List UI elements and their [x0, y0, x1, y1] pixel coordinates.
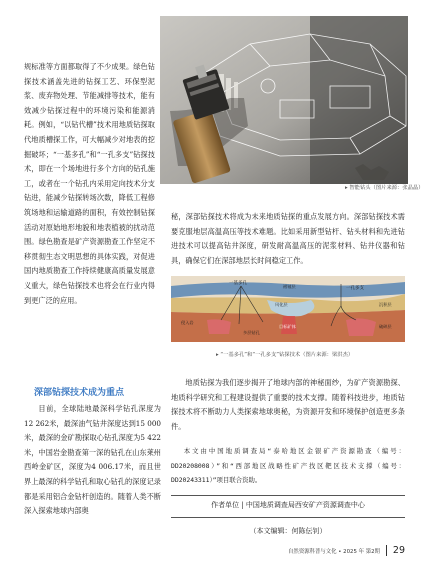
triangle-marker-icon: ▸: [345, 185, 348, 191]
left-paragraph-1: 规标准等方面都取得了不少成果。绿色钻探技术涵盖先进的钻探工艺、环保型泥浆、废弃物处理、节能减排等技术，能有效减少钻探过程中的环境污染和能源消耗。例如，“以钻代槽”技术用地质钻探取代地质槽探工作，可大幅减少对地表的挖掘破坏；“一基多孔”和“一孔多支”钻探技术，即在一个场地进行多个方向的钻孔施工，或者在一个钻孔内采用定向技术分支钻进，能减少钻探转场次数，降低工程修筑场地和运输道路的面积，有效控制钻探活动对原始地形地貌和地表植被的扰动范围。绿色勘查是矿产资源勘查工作坚定不移贯彻生态文明思想的具体实践，对促进国内地质勘查工作持续健康高质量发展意义重大，绿色钻探技术也将会在行业内得到更广泛的应用。: [24, 62, 155, 305]
label-folded: 褶皱层: [283, 284, 296, 289]
label-weathered: 风化层: [275, 302, 288, 307]
triangle-marker-icon: ▸: [216, 352, 219, 358]
label-multi-hole: 一基多孔: [229, 281, 247, 286]
left-column-text: [24, 60, 155, 308]
multi-hole-drilling-diagram: [171, 276, 405, 342]
left-paragraph-2: 目前，全球陆地最深科学钻孔深度为12 262米，最深油气钻井深度达到15 000米，最深的金矿勘探取心钻孔深度为5 422米，中国岩金勘查第一深的钻孔在山东莱州西岭金矿区，深度为4 006.17米，而且世界上最深的科学钻孔和取心钻孔的深度记录都是采用铝合金钻杆创造的。随着人类不断深入探索地球内部奥: [24, 404, 161, 516]
funding-note-text: 本文由中国地质调查局“泰哈地区金银矿产资源勘查（编号：DD20208008）”和“西部地区战略性矿产找区靶区技术支撑（编号：DD20243311）”项目联合资助。: [171, 447, 405, 485]
figure2-caption: [216, 350, 353, 358]
smart-drill-bit-figure: [160, 16, 408, 184]
right-column-text: [171, 210, 405, 268]
divider-top: [171, 495, 405, 496]
author-affiliation: 作者单位 | 中国地质调查局西安矿产资源调查中心: [211, 501, 365, 509]
figure1-caption-text: 智能钻头（图片来源：张晶晶）: [349, 185, 424, 191]
label-sedimentary: 沉积层: [379, 302, 392, 307]
label-intrusive: 侵入岩: [181, 320, 194, 325]
label-multi-layer: 多层钻孔: [243, 330, 260, 335]
label-multi-branch: 一孔多支: [346, 286, 364, 291]
label-broken: 破碎层: [379, 324, 392, 329]
figure2-caption-text: “一基多孔”和“一孔多支”钻探技术（图片来源：梁洪杰）: [220, 352, 354, 358]
right-paragraph-2: 地质钻探为我们逐步揭开了地球内部的神秘面纱，为矿产资源勘探、地质科学研究和工程建设提供了重要的技术支撑。随着科技进步，地质钻探技术将不断助力人类探索地球奥秘，为资源开发和环境保护创造更多条件。: [171, 378, 405, 431]
page-number: 29: [386, 545, 405, 556]
journal-name: 自然资源科普与文化 • 2025 年 第2期: [288, 548, 380, 555]
conclusion-text: [171, 376, 405, 434]
divider-bottom: [171, 517, 405, 518]
page-footer: [288, 545, 405, 556]
figure1-caption: [345, 183, 424, 191]
label-target-ore: 目标矿体: [279, 324, 296, 329]
funding-note: [171, 444, 405, 488]
left-column-bottom-text: [24, 402, 161, 519]
section-heading: 深部钻探技术成为重点: [34, 388, 125, 398]
editor-note: （本文编辑：何陈伝钊）: [249, 527, 327, 535]
right-paragraph-1: 秘，深部钻探技术将成为未来地质钻探的重点发展方向。深部钻探技术需要克服地层高温高压等技术难题。比如采用新型钻杆、钻头材料和先进钻进技术可以提高钻井深度，研发耐高温高压的泥浆材料、钻井仪器和钻具，确保它们在深部地层长时间稳定工作。: [171, 212, 405, 265]
